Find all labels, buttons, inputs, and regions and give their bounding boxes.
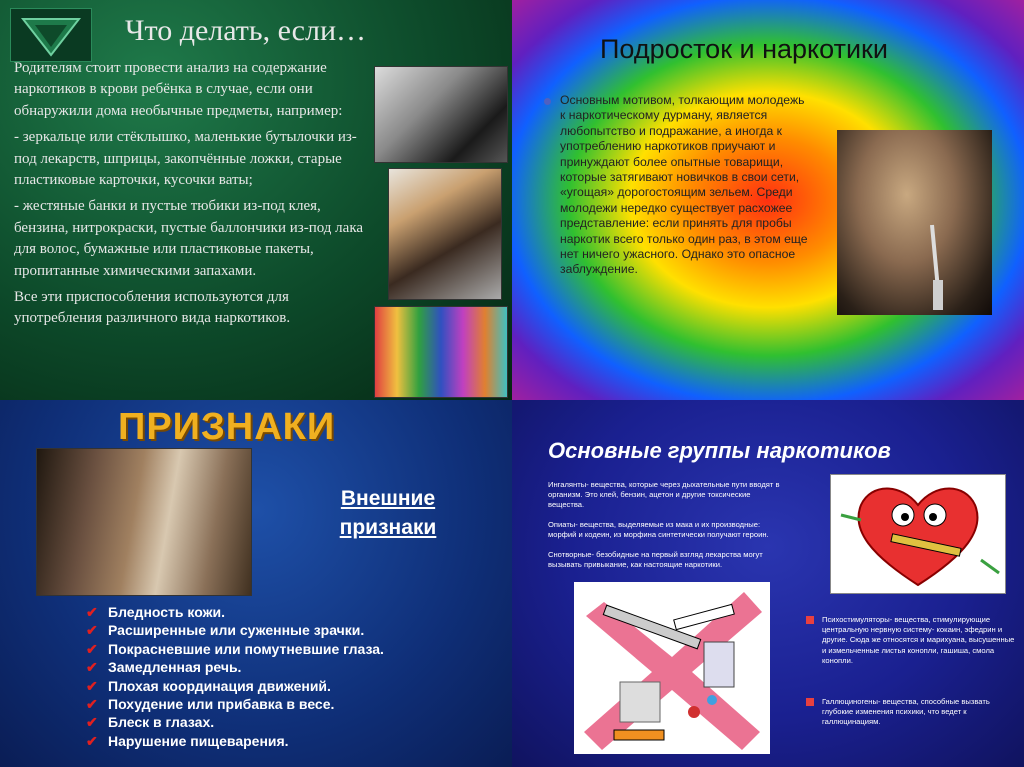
girl-mirror-photo bbox=[36, 448, 252, 596]
red-square-icon bbox=[806, 698, 814, 706]
crossed-drugs-image bbox=[574, 582, 770, 754]
slide-title: Основные группы наркотиков bbox=[548, 438, 891, 463]
slide-body: Основным мотивом, толкающим молодежь к наркотическому дурману, является любопытство и подражание, а иногда к употреблению наркотиков приучают и принуждают более опытные товарищи, которые затягивают новичков в свои сети, «угощая» дорогостоящим зельем. Среди молодежи нередко существует расхожее представление: если принять для пробы наркотик всего только один раз, в этом еще нет ничего ужасного. Однако это опасное заблуждение. bbox=[560, 93, 808, 277]
drug-items-photo bbox=[388, 168, 502, 300]
external-signs-heading bbox=[318, 484, 458, 542]
sick-heart-image bbox=[830, 474, 1006, 594]
stimulants-text: Психостимуляторы- вещества, стимулирующие центральную нервную систему- кокаин, эфедрин и другие. Сюда же относятся и марихуана, высушенные и измельченные листья конопли, гашиша, смола конопли. bbox=[822, 615, 1015, 665]
paragraph: - зеркальце или стёклышко, маленькие бутылочки из-под лекарств, шприцы, закопчённые ложки, старые пластиковые карточки, кусочки ваты; bbox=[14, 129, 357, 189]
hallucinogens-text: Галлюциногены- вещества, способные вызвать глубокие изменения психики, что ведет к галлюцинациям. bbox=[822, 697, 990, 727]
colored-pencils-photo bbox=[374, 306, 508, 398]
slide-body bbox=[14, 58, 374, 335]
slide-what-to-do bbox=[0, 0, 512, 400]
item-text: Нарушение пищеварения. bbox=[108, 732, 289, 749]
item-text: Замедленная речь. bbox=[108, 659, 242, 676]
red-square-icon bbox=[806, 616, 814, 624]
heading-line: Внешние bbox=[340, 487, 436, 510]
checkmark-icon: ✔ bbox=[86, 732, 98, 749]
list-item bbox=[86, 713, 384, 731]
checkmark-icon: ✔ bbox=[86, 640, 98, 657]
triangle-logo bbox=[10, 8, 92, 62]
slide-signs bbox=[0, 400, 512, 767]
checkmark-icon: ✔ bbox=[86, 677, 98, 694]
paragraph: - жестяные банки и пустые тюбики из-под клея, бензина, нитрокраски, пустые баллончики из-под лака для волос, бумажные или пластиковые пакеты, пропитанные химическими запахами. bbox=[14, 198, 364, 279]
item-text: Бледность кожи. bbox=[108, 604, 226, 620]
paragraph: Все эти приспособления используются для употребления различного вида наркотиков. bbox=[14, 289, 291, 327]
teen-with-syringe-photo bbox=[837, 130, 992, 315]
inhalants-text: Ингалянты- вещества, которые через дыхательные пути вводят в организм. Это клей, бензин, ацетон и другие токсические вещества. bbox=[548, 480, 780, 510]
list-item bbox=[86, 695, 384, 713]
checkmark-icon: ✔ bbox=[86, 622, 98, 639]
list-item bbox=[86, 640, 384, 658]
checkmark-icon: ✔ bbox=[86, 659, 98, 676]
heading-line: признаки bbox=[339, 516, 437, 539]
list-item bbox=[86, 732, 384, 750]
item-text: Покрасневшие или помутневшие глаза. bbox=[108, 640, 384, 657]
item-text: Расширенные или суженные зрачки. bbox=[108, 622, 365, 639]
syringes-photo bbox=[374, 66, 508, 163]
item-text: Плохая координация движений. bbox=[108, 677, 331, 694]
list-item bbox=[86, 677, 384, 695]
paragraph: Родителям стоит провести анализ на содержание наркотиков в крови ребёнка в случае, если они обнаружили дома необычные предметы, например: bbox=[14, 60, 343, 119]
sleeping-pills-text: Снотворные- безобидные на первый взгляд лекарства могут вызывать привыкание, как настоящие наркотики. bbox=[548, 550, 763, 570]
opiates-text: Опиаты- вещества, выделяемые из мака и их производные: морфий и кодеин, из морфина синтетически получают героин. bbox=[548, 520, 769, 540]
checkmark-icon: ✔ bbox=[86, 604, 98, 620]
slide-title: Подросток и наркотики bbox=[600, 34, 888, 64]
signs-list bbox=[86, 603, 384, 750]
slide-title: ПРИЗНАКИ bbox=[118, 406, 336, 448]
item-text: Похудение или прибавка в весе. bbox=[108, 696, 335, 713]
slide-drug-groups bbox=[512, 400, 1024, 767]
checkmark-icon: ✔ bbox=[86, 696, 98, 713]
list-item bbox=[86, 658, 384, 676]
slide-teen-and-drugs bbox=[512, 0, 1024, 400]
slide-title: Что делать, если… bbox=[125, 14, 366, 47]
list-item bbox=[86, 621, 384, 639]
list-item bbox=[86, 603, 384, 621]
checkmark-icon: ✔ bbox=[86, 714, 98, 731]
bullet-icon bbox=[544, 98, 551, 105]
item-text: Блеск в глазах. bbox=[108, 714, 215, 731]
